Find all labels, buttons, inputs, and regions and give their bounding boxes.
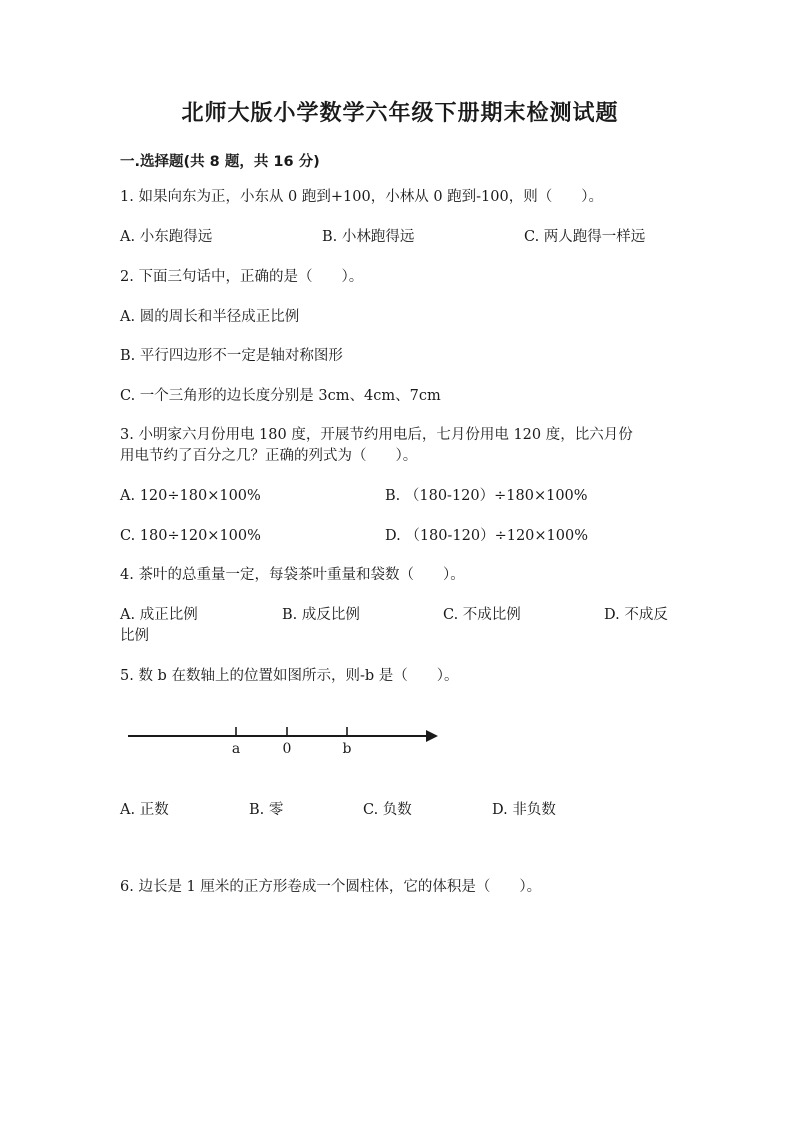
label-0: 0: [282, 741, 292, 757]
q4-option-b: B. 成反比例: [282, 607, 360, 623]
q4-option-d-wrap: 比例: [120, 628, 149, 644]
question-5-stem: 5. 数 b 在数轴上的位置如图所示，则-b 是（ ）。: [120, 668, 459, 684]
q4-option-c: C. 不成比例: [443, 607, 521, 623]
q3-option-a: A. 120÷180×100%: [120, 488, 261, 504]
q3-option-d: D. （180-120）÷120×100%: [385, 528, 589, 544]
question-2-stem: 2. 下面三句话中，正确的是（ ）。: [120, 269, 364, 285]
q1-option-c: C. 两人跑得一样远: [524, 229, 646, 245]
q5-option-a: A. 正数: [120, 802, 169, 818]
q2-option-a: A. 圆的周长和半径成正比例: [120, 309, 300, 325]
q5-option-c: C. 负数: [363, 802, 412, 818]
number-line-figure: [120, 718, 450, 764]
q4-option-d: D. 不成反: [604, 607, 668, 623]
q3-option-b: B. （180-120）÷180×100%: [385, 488, 588, 504]
q2-option-c: C. 一个三角形的边长度分别是 3cm、4cm、7cm: [120, 388, 441, 404]
arrow-right-icon: [426, 730, 438, 742]
q5-option-b: B. 零: [249, 802, 284, 818]
question-3-stem-line1: 3. 小明家六月份用电 180 度，开展节约用电后，七月份用电 120 度，比六月份: [120, 427, 633, 443]
question-1-stem: 1. 如果向东为正，小东从 0 跑到+100，小林从 0 跑到-100，则（ ）。: [120, 189, 603, 205]
page-title: 北师大版小学数学六年级下册期末检测试题: [181, 101, 619, 126]
q3-option-c: C. 180÷120×100%: [120, 528, 261, 544]
q2-option-b: B. 平行四边形不一定是轴对称图形: [120, 348, 343, 364]
label-b: b: [342, 741, 352, 757]
q4-option-a: A. 成正比例: [120, 607, 198, 623]
q1-option-a: A. 小东跑得远: [120, 229, 213, 245]
label-a: a: [231, 741, 241, 757]
q5-option-d: D. 非负数: [492, 802, 556, 818]
question-4-stem: 4. 茶叶的总重量一定，每袋茶叶重量和袋数（ ）。: [120, 567, 465, 583]
question-3-stem-line2: 用电节约了百分之几？正确的列式为（ ）。: [120, 448, 418, 464]
q1-option-b: B. 小林跑得远: [322, 229, 415, 245]
section-heading: 一.选择题(共 8 题，共 16 分): [120, 154, 320, 170]
question-6-stem: 6. 边长是 1 厘米的正方形卷成一个圆柱体，它的体积是（ ）。: [120, 879, 542, 895]
